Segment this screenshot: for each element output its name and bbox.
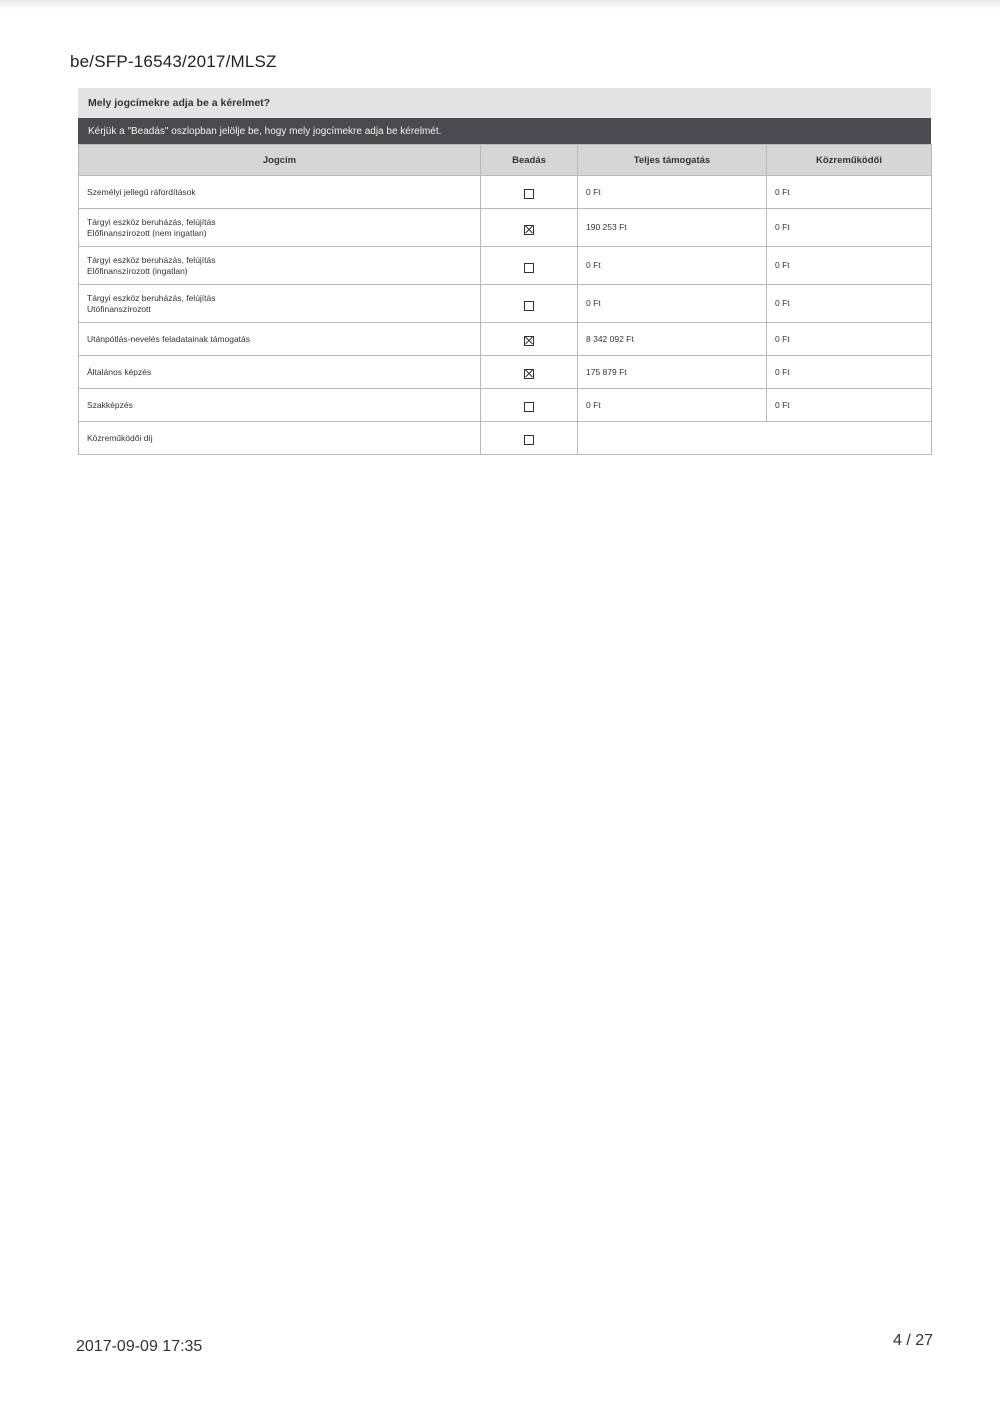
contributor-amount: 0 Ft: [767, 209, 932, 247]
table-header-row: [79, 145, 932, 176]
submit-cell: [481, 285, 578, 323]
claim-name: Utánpótlás-nevelés feladatainak támogatás: [79, 323, 481, 356]
contributor-amount: 0 Ft: [767, 285, 932, 323]
claim-name: Szakképzés: [79, 389, 481, 422]
full-support-amount: 0 Ft: [578, 247, 767, 285]
submit-cell: [481, 422, 578, 455]
claim-name: Tárgyi eszköz beruházás, felújítás Előfinanszírozott (ingatlan): [79, 247, 481, 285]
document-id: be/SFP-16543/2017/MLSZ: [70, 52, 277, 71]
table-row: [79, 247, 932, 285]
submit-checkbox[interactable]: [524, 263, 534, 273]
header-kozremukodoi: Közreműködői: [767, 145, 932, 176]
submit-checkbox[interactable]: [524, 336, 534, 346]
contributor-amount: 0 Ft: [767, 389, 932, 422]
submit-checkbox[interactable]: [524, 402, 534, 412]
claim-name: Személyi jellegű ráfordítások: [79, 176, 481, 209]
section-instruction: Kérjük a "Beadás" oszlopban jelölje be, hogy mely jogcímekre adja be kérelmét.: [78, 118, 931, 144]
submit-cell: [481, 323, 578, 356]
table-row: [79, 285, 932, 323]
contributor-amount: 0 Ft: [767, 356, 932, 389]
print-timestamp: 2017-09-09 17:35: [76, 1338, 203, 1355]
full-support-amount: 0 Ft: [578, 285, 767, 323]
claim-name: Közreműködői díj: [79, 422, 481, 455]
claim-name: Általános képzés: [79, 356, 481, 389]
full-support-amount: 190 253 Ft: [578, 209, 767, 247]
table-row: [79, 422, 932, 455]
claims-section: [78, 88, 931, 455]
full-support-amount: 0 Ft: [578, 389, 767, 422]
contributor-amount: 0 Ft: [767, 247, 932, 285]
full-support-amount: 175 879 Ft: [578, 356, 767, 389]
submit-checkbox[interactable]: [524, 369, 534, 379]
table-row: [79, 209, 932, 247]
claim-name: Tárgyi eszköz beruházás, felújítás Utófinanszírozott: [79, 285, 481, 323]
submit-cell: [481, 176, 578, 209]
full-support-amount: 0 Ft: [578, 176, 767, 209]
table-row: [79, 176, 932, 209]
claims-table: [78, 144, 932, 455]
claim-name: Tárgyi eszköz beruházás, felújítás Előfinanszírozott (nem ingatlan): [79, 209, 481, 247]
section-title: Mely jogcímekre adja be a kérelmet?: [78, 88, 931, 118]
submit-checkbox[interactable]: [524, 225, 534, 235]
table-row: [79, 323, 932, 356]
full-support-amount: [578, 422, 932, 455]
header-teljes-tamogatas: Teljes támogatás: [578, 145, 767, 176]
scan-edge: [0, 0, 1000, 10]
submit-cell: [481, 389, 578, 422]
contributor-amount: 0 Ft: [767, 176, 932, 209]
table-row: [79, 389, 932, 422]
submit-cell: [481, 356, 578, 389]
submit-cell: [481, 247, 578, 285]
full-support-amount: 8 342 092 Ft: [578, 323, 767, 356]
table-row: [79, 356, 932, 389]
submit-checkbox[interactable]: [524, 301, 534, 311]
header-jogcim: Jogcím: [79, 145, 481, 176]
submit-checkbox[interactable]: [524, 435, 534, 445]
header-beadas: Beadás: [481, 145, 578, 176]
page-number: 4 / 27: [893, 1332, 934, 1349]
contributor-amount: 0 Ft: [767, 323, 932, 356]
submit-checkbox[interactable]: [524, 189, 534, 199]
submit-cell: [481, 209, 578, 247]
